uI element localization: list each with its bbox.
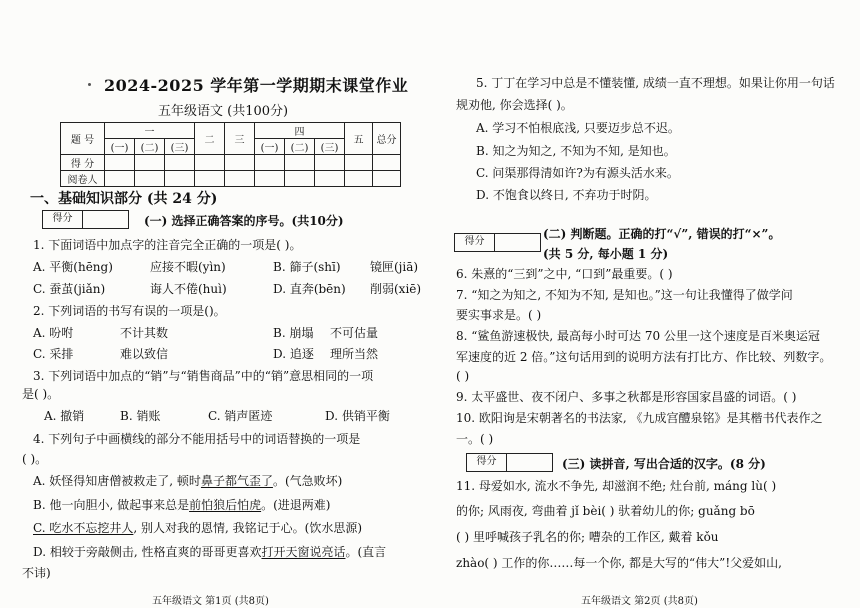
scan-dot — [88, 83, 91, 86]
section-heading: 一、基础知识部分 (共 24 分) — [30, 191, 218, 207]
question-4-cont: ( )。 — [22, 452, 48, 466]
question-3-cont: 是( )。 — [22, 387, 60, 401]
score-box-label: 得分 — [455, 234, 495, 251]
option-a: A. 撤销 — [44, 409, 85, 423]
score-input-cell[interactable] — [315, 171, 345, 187]
score-input-cell[interactable] — [255, 155, 285, 171]
question-8-paren: ( ) — [456, 369, 470, 383]
underlined-phrase: 前怕狼后怕虎 — [189, 498, 262, 512]
score-cell: (三) — [165, 139, 195, 155]
page-title: 2024-2025 学年第一学期期末课堂作业 — [104, 76, 409, 95]
option-d: D. 追逐 — [273, 347, 314, 361]
part-heading: (一) 选择正确答案的序号。(共10分) — [144, 214, 344, 228]
option-c: C. 问渠那得清如许?为有源头活水来。 — [476, 166, 679, 180]
question-4: 4. 下列句子中画横线的部分不能用括号中的词语替换的一项是 — [33, 432, 361, 446]
score-cell: (一) — [255, 139, 285, 155]
score-cell: 三 — [225, 123, 255, 155]
score-input-cell[interactable] — [195, 155, 225, 171]
option-b: B. 崩塌 — [273, 326, 314, 340]
option-a — [33, 474, 342, 489]
option-c-word: 难以致信 — [120, 347, 169, 361]
question-6: 6. 朱熹的“三到”之中, “口到”最重要。( ) — [456, 267, 673, 281]
right-page — [430, 0, 860, 608]
option-text: 。(气急败坏) — [272, 474, 343, 488]
option-a: A. 学习不怕根底浅, 只要迈步总不迟。 — [476, 121, 680, 135]
score-box[interactable] — [466, 453, 553, 472]
option-b — [33, 498, 330, 513]
option-a-word: 应接不暇(yìn) — [150, 260, 226, 274]
question-11-line: ( ) 里呼喊孩子乳名的你; 嘈杂的工作区, 戴着 kǒu — [456, 530, 719, 544]
option-b-word: 不可估量 — [330, 326, 379, 340]
option-d: D. 供销平衡 — [325, 409, 390, 423]
option-a: A. 平衡(hēng) — [33, 260, 113, 274]
question-10-cont: 一。( ) — [456, 432, 494, 446]
option-d-cont: 不讳) — [22, 566, 51, 580]
score-cell: (二) — [285, 139, 315, 155]
question-8: 8. “鲨鱼游速极快, 最高每小时可达 70 公里一这个速度是百米奥运冠 — [456, 329, 820, 343]
option-d — [33, 545, 386, 560]
score-input-cell[interactable] — [225, 171, 255, 187]
option-b: B. 篩子(shī) — [273, 260, 341, 274]
underlined-phrase: 鼻子都气歪了 — [200, 474, 273, 488]
option-d-word: 理所当然 — [330, 347, 379, 361]
score-input-cell[interactable] — [165, 155, 195, 171]
option-a: A. 吩咐 — [33, 326, 74, 340]
part-subheading: (共 5 分, 每小题 1 分) — [543, 247, 669, 261]
score-input-cell[interactable] — [345, 155, 373, 171]
question-10: 10. 欧阳询是宋朝著名的书法家, 《九成宫醴泉铭》是其楷书代表作之 — [456, 411, 823, 425]
question-8-cont: 军速度的近 2 倍。”这句话用到的说明方法有打比方、作比较、列数字。 — [456, 350, 832, 364]
question-9: 9. 太平盛世、夜不闭户、多事之秋都是形容国家昌盛的词语。( ) — [456, 390, 797, 404]
question-7: 7. “知之为知之, 不知为不知, 是知也。”这一句让我懂得了做学问 — [456, 288, 793, 302]
score-input-cell[interactable] — [255, 171, 285, 187]
part-heading: (三) 读拼音, 写出合适的汉字。(8 分) — [562, 457, 766, 471]
score-box-field[interactable] — [495, 234, 540, 251]
score-cell: 二 — [195, 123, 225, 155]
score-cell: 题 号 — [61, 123, 105, 155]
option-d: D. 不饱食以终日, 不弃功于时阴。 — [476, 188, 657, 202]
option-c-word: 诲人不倦(huì) — [150, 282, 227, 296]
underlined-phrase: 打开天窗说亮话 — [261, 545, 346, 559]
underlined-phrase: C. 吃水不忘挖井人 — [33, 521, 134, 535]
option-text: A. 妖怪得知唐僧被救走了, 顿时 — [33, 474, 201, 488]
option-b-word: 镜匣(jiā) — [370, 260, 419, 274]
question-2: 2. 下列词语的书写有误的一项是()。 — [33, 304, 226, 318]
score-cell: (二) — [135, 139, 165, 155]
option-d-word: 削弱(xiē) — [370, 282, 422, 296]
option-text: 。(进退两难) — [261, 498, 331, 512]
score-box-field[interactable] — [507, 454, 552, 471]
option-b: B. 销账 — [120, 409, 161, 423]
option-c: C. 蚕茧(jiǎn) — [33, 282, 106, 296]
question-5-cont: 规劝他, 你会选择( )。 — [456, 98, 573, 112]
question-1: 1. 下面词语中加点字的注音完全正确的一项是( )。 — [33, 238, 302, 252]
score-cell: 总分 — [373, 123, 401, 155]
score-cell: 一 — [105, 123, 195, 139]
score-input-cell[interactable] — [373, 171, 401, 187]
question-11-line: 的你; 风雨夜, 弯曲着 jǐ bèi( ) 驮着幼儿的你; guǎng bō — [456, 504, 755, 518]
score-input-cell[interactable] — [195, 171, 225, 187]
score-box-field[interactable] — [83, 211, 128, 228]
option-text: 。(直言 — [345, 545, 387, 559]
question-3: 3. 下列词语中加点的“销”与“销售商品”中的“销”意思相同的一项 — [33, 369, 374, 383]
score-cell: 得 分 — [61, 155, 105, 171]
part-heading: (二) 判断题。正确的打“√”, 错误的打“×”。 — [543, 227, 781, 241]
score-input-cell[interactable] — [105, 155, 135, 171]
score-input-cell[interactable] — [225, 155, 255, 171]
score-box-label: 得分 — [43, 211, 83, 228]
option-c: C. 采排 — [33, 347, 74, 361]
score-input-cell[interactable] — [373, 155, 401, 171]
question-7-cont: 要实事求是。( ) — [456, 308, 542, 322]
score-cell: 四 — [255, 123, 345, 139]
score-box[interactable] — [42, 210, 129, 229]
score-input-cell[interactable] — [105, 171, 135, 187]
option-b: B. 知之为知之, 不知为不知, 是知也。 — [476, 144, 676, 158]
score-input-cell[interactable] — [285, 155, 315, 171]
option-c — [33, 521, 362, 536]
option-c: C. 销声匿迹 — [208, 409, 273, 423]
score-cell: 五 — [345, 123, 373, 155]
option-a-word: 不计其数 — [120, 326, 169, 340]
score-input-cell[interactable] — [315, 155, 345, 171]
score-input-cell[interactable] — [345, 171, 373, 187]
option-d: D. 直奔(bēn) — [273, 282, 346, 296]
score-cell: (一) — [105, 139, 135, 155]
option-text: B. 他一向胆小, 做起事来总是 — [33, 498, 190, 512]
question-5: 5. 丁丁在学习中总是不懂装懂, 成绩一直不理想。如果让你用一句话 — [476, 76, 835, 90]
score-box[interactable] — [454, 233, 541, 252]
score-input-cell[interactable] — [135, 155, 165, 171]
page-footer: 五年级语文 第1页 (共8页) — [152, 596, 269, 607]
score-cell: 阅卷人 — [61, 171, 105, 187]
option-text: D. 相较于旁敲侧击, 性格直爽的哥哥更喜欢 — [33, 545, 262, 559]
score-input-cell[interactable] — [135, 171, 165, 187]
score-cell: (三) — [315, 139, 345, 155]
score-input-cell[interactable] — [285, 171, 315, 187]
question-11-line: 11. 母爱如水, 流水不争先, 却滋润不绝; 灶台前, máng lù( ) — [456, 479, 777, 493]
page-footer: 五年级语文 第2页 (共8页) — [581, 596, 698, 607]
score-box-label: 得分 — [467, 454, 507, 471]
page-subtitle: 五年级语文 (共100分) — [158, 104, 289, 119]
option-text: , 别人对我的恩情, 我铭记于心。(饮水思源) — [133, 521, 363, 535]
score-table — [60, 122, 401, 187]
question-11-line: zhào( ) 工作的你……每一个你, 都是大写的“伟大”!父爱如山, — [456, 556, 782, 570]
score-input-cell[interactable] — [165, 171, 195, 187]
